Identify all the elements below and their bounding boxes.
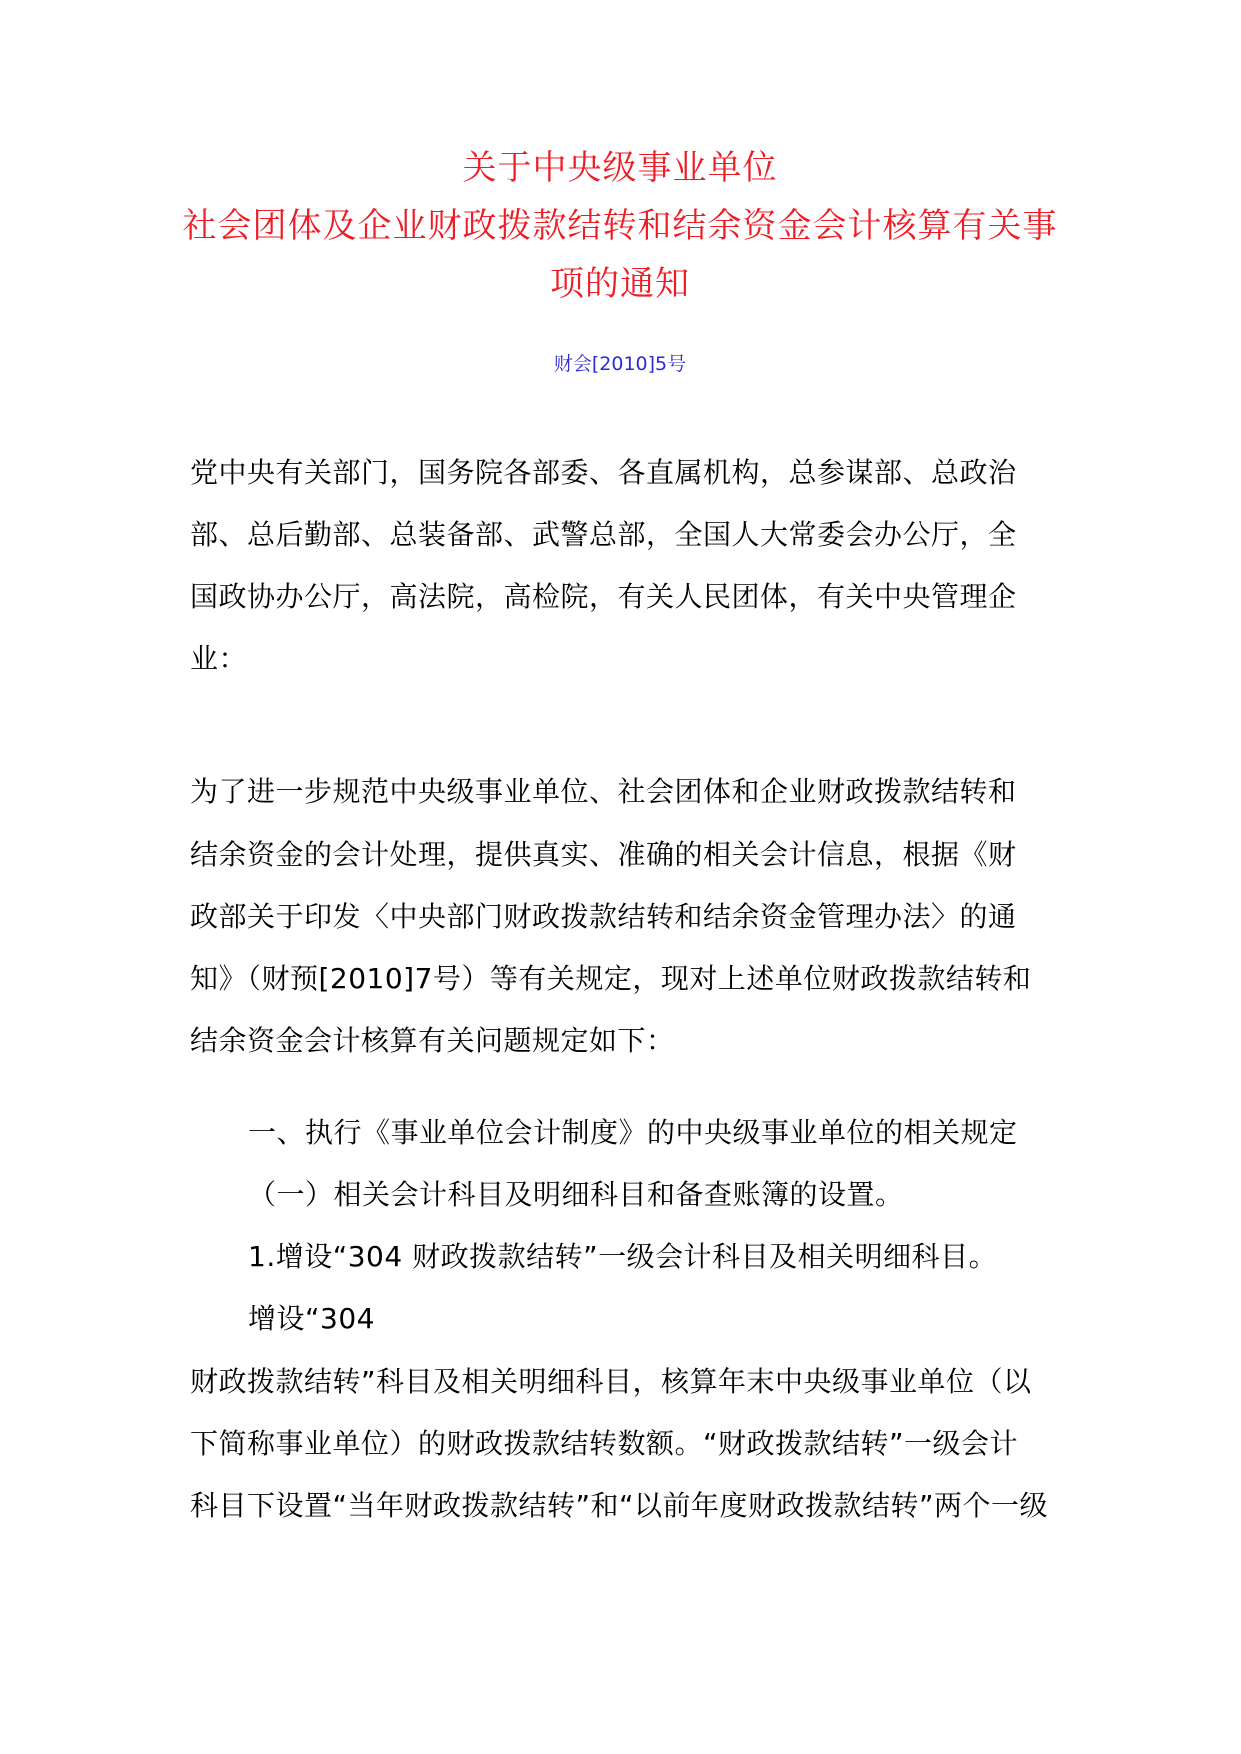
title-line-1: 关于中央级事业单位 <box>462 148 778 188</box>
addressee-line-3: 国政协办公厅，高法院，高检院，有关人民团体，有关中央管理企 <box>190 580 1017 613</box>
item-body-line-2: 下简称事业单位）的财政拨款结转数额。“财政拨款结转”一级会计 <box>190 1427 1019 1460</box>
intro-line-1: 为了进一步规范中央级事业单位、社会团体和企业财政拨款结转和 <box>190 775 1017 808</box>
item-body-line-1: 财政拨款结转”科目及相关明细科目，核算年末中央级事业单位（以 <box>190 1365 1032 1398</box>
subsection-heading: （一）相关会计科目及明细科目和备查账簿的设置。 <box>248 1178 904 1211</box>
intro-line-3: 政部关于印发〈中央部门财政拨款结转和结余资金管理办法〉的通 <box>190 900 1017 933</box>
addressee-line-4: 业： <box>190 642 248 675</box>
title-line-2: 社会团体及企业财政拨款结转和结余资金会计核算有关事 <box>182 206 1058 246</box>
title-line-3: 项的通知 <box>550 264 690 304</box>
intro-line-2: 结余资金的会计处理，提供真实、准确的相关会计信息，根据《财 <box>190 838 1017 871</box>
addressee-line-2: 部、总后勤部、总装备部、武警总部，全国人大常委会办公厅，全 <box>190 518 1017 551</box>
document-number: 财会[2010]5号 <box>553 353 687 375</box>
addressee-line-1: 党中央有关部门，国务院各部委、各直属机构，总参谋部、总政治 <box>190 456 1017 489</box>
item-body-line-3: 科目下设置“当年财政拨款结转”和“以前年度财政拨款结转”两个一级 <box>190 1489 1049 1522</box>
item-body-first: 增设“304 <box>248 1302 375 1335</box>
item-heading: 1.增设“304 财政拨款结转”一级会计科目及相关明细科目。 <box>248 1240 998 1273</box>
intro-line-5: 结余资金会计核算有关问题规定如下： <box>190 1024 675 1057</box>
section-heading: 一、执行《事业单位会计制度》的中央级事业单位的相关规定 <box>248 1116 1018 1149</box>
intro-line-4: 知》（财预[2010]7号）等有关规定，现对上述单位财政拨款结转和 <box>190 962 1032 995</box>
